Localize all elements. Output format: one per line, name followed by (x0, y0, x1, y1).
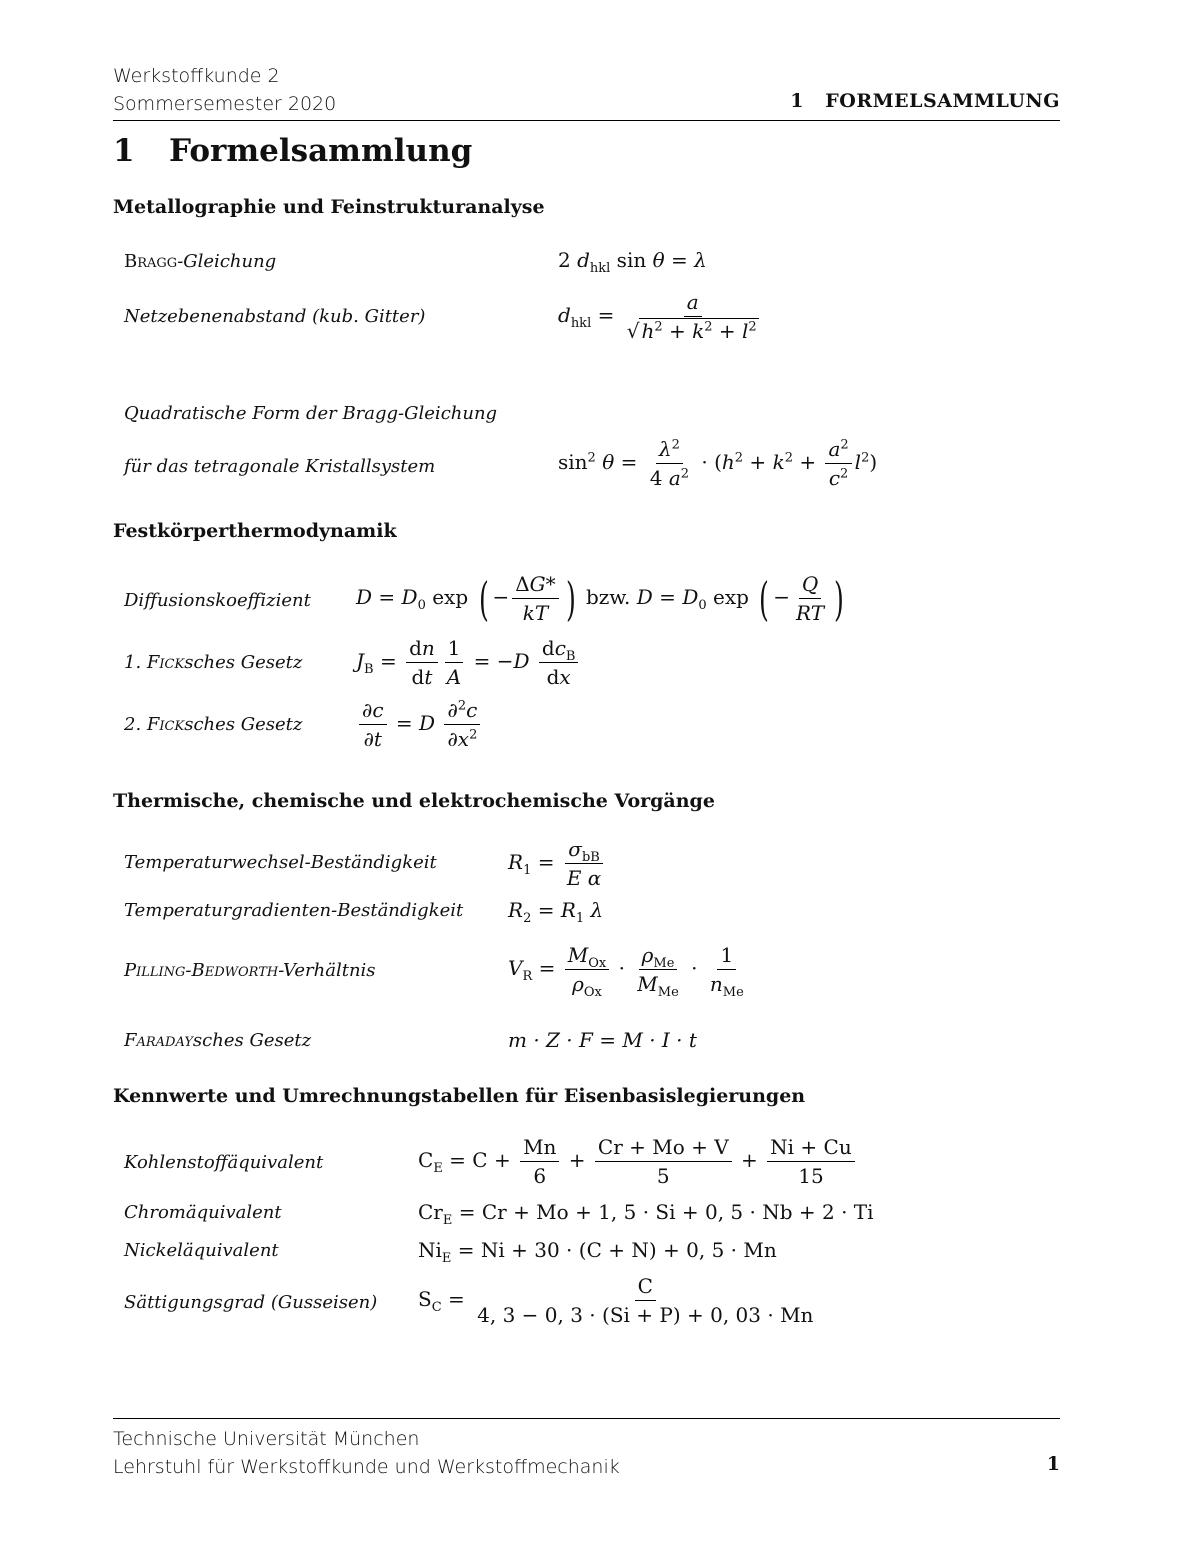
label-temp-wechsel: Temperaturwechsel-Beständigkeit (124, 852, 437, 873)
page-number: 1 (1046, 1453, 1060, 1475)
label-chrom: Chromäquivalent (124, 1202, 282, 1223)
header-section-ref: 1 FORMELSAMMLUNG (790, 90, 1060, 112)
label-fick1: 1. Ficksches Gesetz (124, 652, 303, 673)
section-heading-thermodynamik: Festkörperthermodynamik (113, 520, 397, 542)
formula-chrom: $Cr_E = Cr + Mo + 1$, 5 · Si + 0, 5 · Nb + 2 · Ti (418, 1200, 874, 1228)
page-title (113, 133, 472, 169)
footer-chair: Lehrstuhl für Werkstoffkunde und Werkstoffmechanik (113, 1456, 620, 1478)
label-fick2: 2. Ficksches Gesetz (124, 714, 303, 735)
label-quadratisch-2: für das tetragonale Kristallsystem (124, 456, 436, 477)
formula-bragg: 2 $d_{hkl}$ sin θ = λ (558, 248, 707, 276)
label-quadratisch-1: Quadratische Form der Bragg-Gleichung (124, 403, 498, 424)
label-faraday: Faradaysches Gesetz (124, 1030, 312, 1051)
label-kohlenstoff: Kohlenstoffäquivalent (124, 1152, 324, 1173)
label-bragg: Bragg-Gleichung (124, 251, 277, 272)
formula-r2: $R_2 = R_1$ λ (508, 898, 604, 926)
page-footer (113, 1425, 620, 1481)
formula-saettigung: $S_C$ = $\frac{C}{4, 3 - 0, 3 \cdot (Si + P) + 0, 03 \cdot Mn}$ (418, 1274, 814, 1327)
footer-university: Technische Universität München (113, 1428, 420, 1450)
section-heading-vorgaenge: Thermische, chemische und elektrochemische Vorgänge (113, 790, 715, 812)
course-name: Werkstoffkunde 2 (113, 65, 280, 87)
formula-fick1: $J_B$ = $\frac{dn}{dt}$ $\frac{1}{A}$ = −D $\frac{dc_B}{dx}$ (356, 636, 581, 689)
section-heading-kennwerte: Kennwerte und Umrechnungstabellen für Eisenbasislegierungen (113, 1085, 806, 1107)
footer-rule (113, 1418, 1060, 1419)
section-heading-metallographie: Metallographie und Feinstrukturanalyse (113, 196, 545, 218)
formula-faraday: m · Z · F = M · I · t (508, 1028, 697, 1052)
label-diffusion: Diffusionskoeffizient (124, 590, 311, 611)
formula-kohlenstoff: $C_E = C$ + $\frac{Mn}{6}$ + $\frac{Cr + Mo + V}{5}$ + $\frac{Ni + Cu}{15}$ (418, 1135, 858, 1188)
formula-r1: $R_1$ = $\frac{\sigma_{bB}}{\text{E α}}$ (508, 837, 602, 890)
formula-netzebenen: $d_{hkl}$ = $\frac{a}{√ h^2 + k^2 + l^2}$ (558, 290, 757, 343)
label-netzebenen: Netzebenenabstand (kub. Gitter) (124, 306, 426, 327)
label-saettigung: Sättigungsgrad (Gusseisen) (124, 1292, 378, 1313)
formula-fick2: $\frac{\partial c}{\partial t}$ = D $\frac{\partial^2c}{\partial x^2}$ (356, 698, 483, 751)
formula-pilling-bedworth: $V_R$ = $\frac{M_{Ox}}{\rho_{Ox}}$ · $\frac{\rho_{Me}}{M_{Me}}$ · $\frac{1}{n_{Me}}$ (508, 943, 744, 1000)
formula-quadratisch: $\sin^2 \theta$ = $\frac{\lambda^2}{4 a^2}$ · ($h^2 + k^2$ + $\frac{a^2}{c^2}$ $l^2$) (558, 437, 878, 490)
header-rule (113, 120, 1060, 121)
label-temp-gradient: Temperaturgradienten-Beständigkeit (124, 900, 464, 921)
formula-nickel: $Ni_E = Ni + 30 \cdot (C + N) + 0$, 5 · Mn (418, 1238, 777, 1266)
title-text: Formelsammlung (169, 133, 473, 169)
label-nickel: Nickeläquivalent (124, 1240, 279, 1261)
title-number: 1 (113, 133, 135, 169)
page-header (113, 62, 336, 118)
label-pilling-bedworth: Pilling-Bedworth-Verhältnis (124, 960, 376, 981)
semester: Sommersemester 2020 (113, 93, 337, 115)
formula-diffusion: $D = D_0$ exp ( − $\frac{\Delta G*}{kT}$ ) bzw. $D = D_0$ exp ( − $\frac{Q}{RT}$ ) (356, 571, 844, 626)
